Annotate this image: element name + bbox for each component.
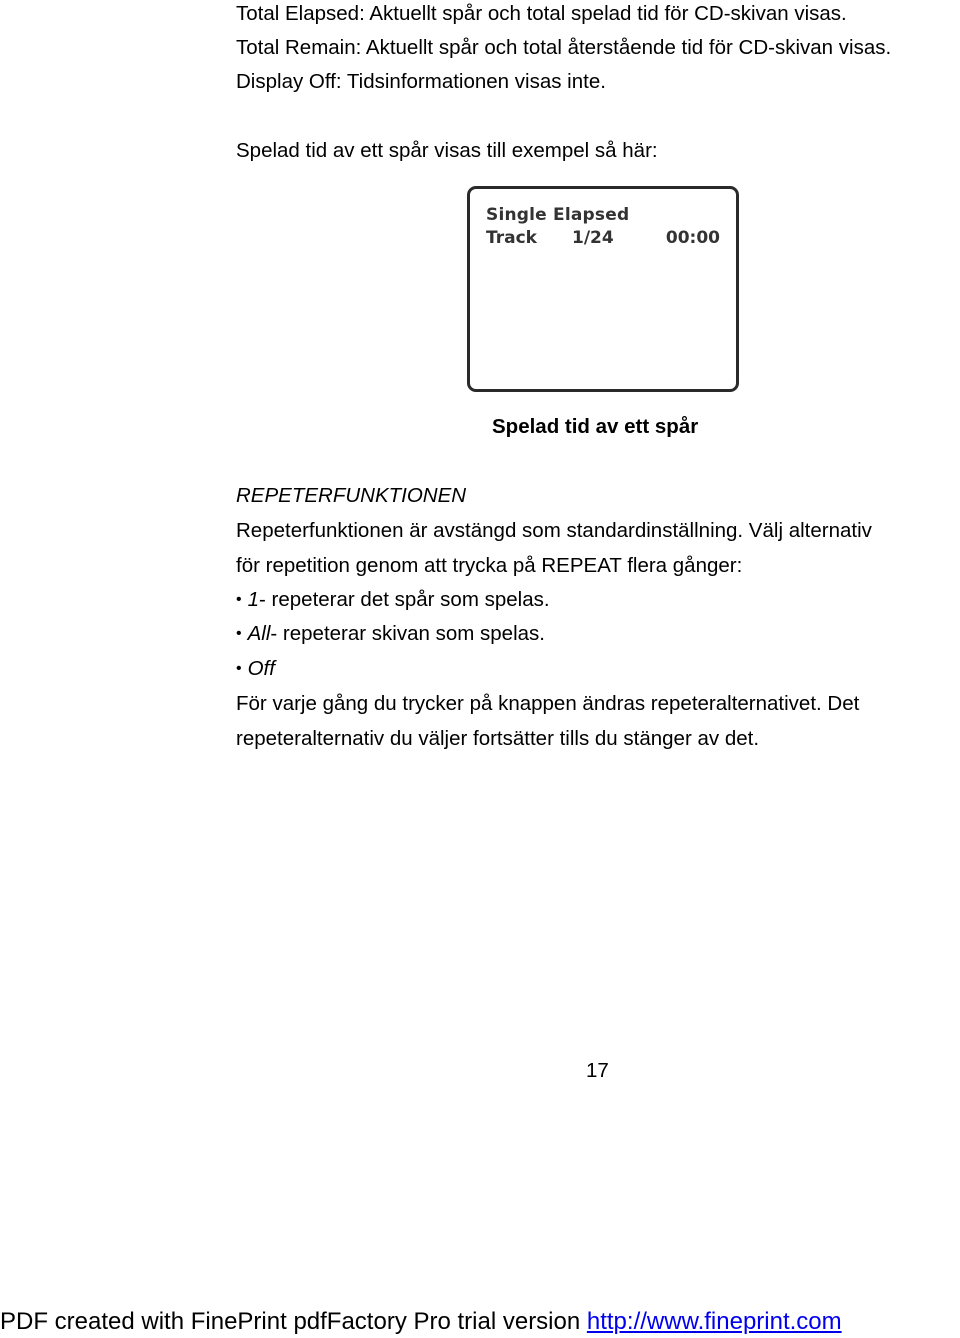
list-item [236,587,550,615]
list-item [236,621,545,649]
repeat-paragraph-line-2: för repetition genom att trycka på REPEAT flera gånger: [236,554,743,577]
screen-time: 00:00 [665,228,720,248]
section-heading: REPETERFUNKTIONEN [236,484,467,507]
screen-track-row [486,228,726,250]
page-number: 17 [586,1059,609,1082]
footer-link[interactable]: http://www.fineprint.com [586,1308,842,1335]
bullet-term: Off [247,657,275,680]
bullet-icon: • [236,660,242,677]
repeat-paragraph-line-1: Repeterfunktionen är avstängd som standardinställning. Välj alternativ [236,519,872,542]
list-item [236,656,275,684]
figure-caption: Spelad tid av ett spår [492,415,699,438]
closing-paragraph-line-2: repeteralternativ du väljer fortsätter tills du stänger av det. [236,727,760,750]
bullet-term: All [247,622,271,645]
intro-display-off: Display Off: Tidsinformationen visas inte. [236,70,606,93]
intro-total-elapsed: Total Elapsed: Aktuellt spår och total spelad tid för CD-skivan visas. [236,2,847,25]
intro-example-text: Spelad tid av ett spår visas till exempel så här: [236,139,658,162]
screen-track-label: Track [486,228,537,248]
pdf-footer [0,1308,842,1336]
screen-mode-title: Single Elapsed [486,205,630,225]
bullet-icon: • [236,625,242,642]
closing-paragraph-line-1: För varje gång du trycker på knappen ändras repeteralternativet. Det [236,692,860,715]
display-screen-illustration [467,186,739,392]
intro-total-remain: Total Remain: Aktuellt spår och total återstående tid för CD-skivan visas. [236,36,892,59]
screen-track-number: 1/24 [572,228,614,248]
bullet-icon: • [236,591,242,608]
bullet-term: 1 [247,588,260,611]
bullet-text: - repeterar det spår som spelas. [259,588,550,611]
bullet-text: - repeterar skivan som spelas. [270,622,545,645]
footer-text: PDF created with FinePrint pdfFactory Pro trial version [0,1308,587,1335]
